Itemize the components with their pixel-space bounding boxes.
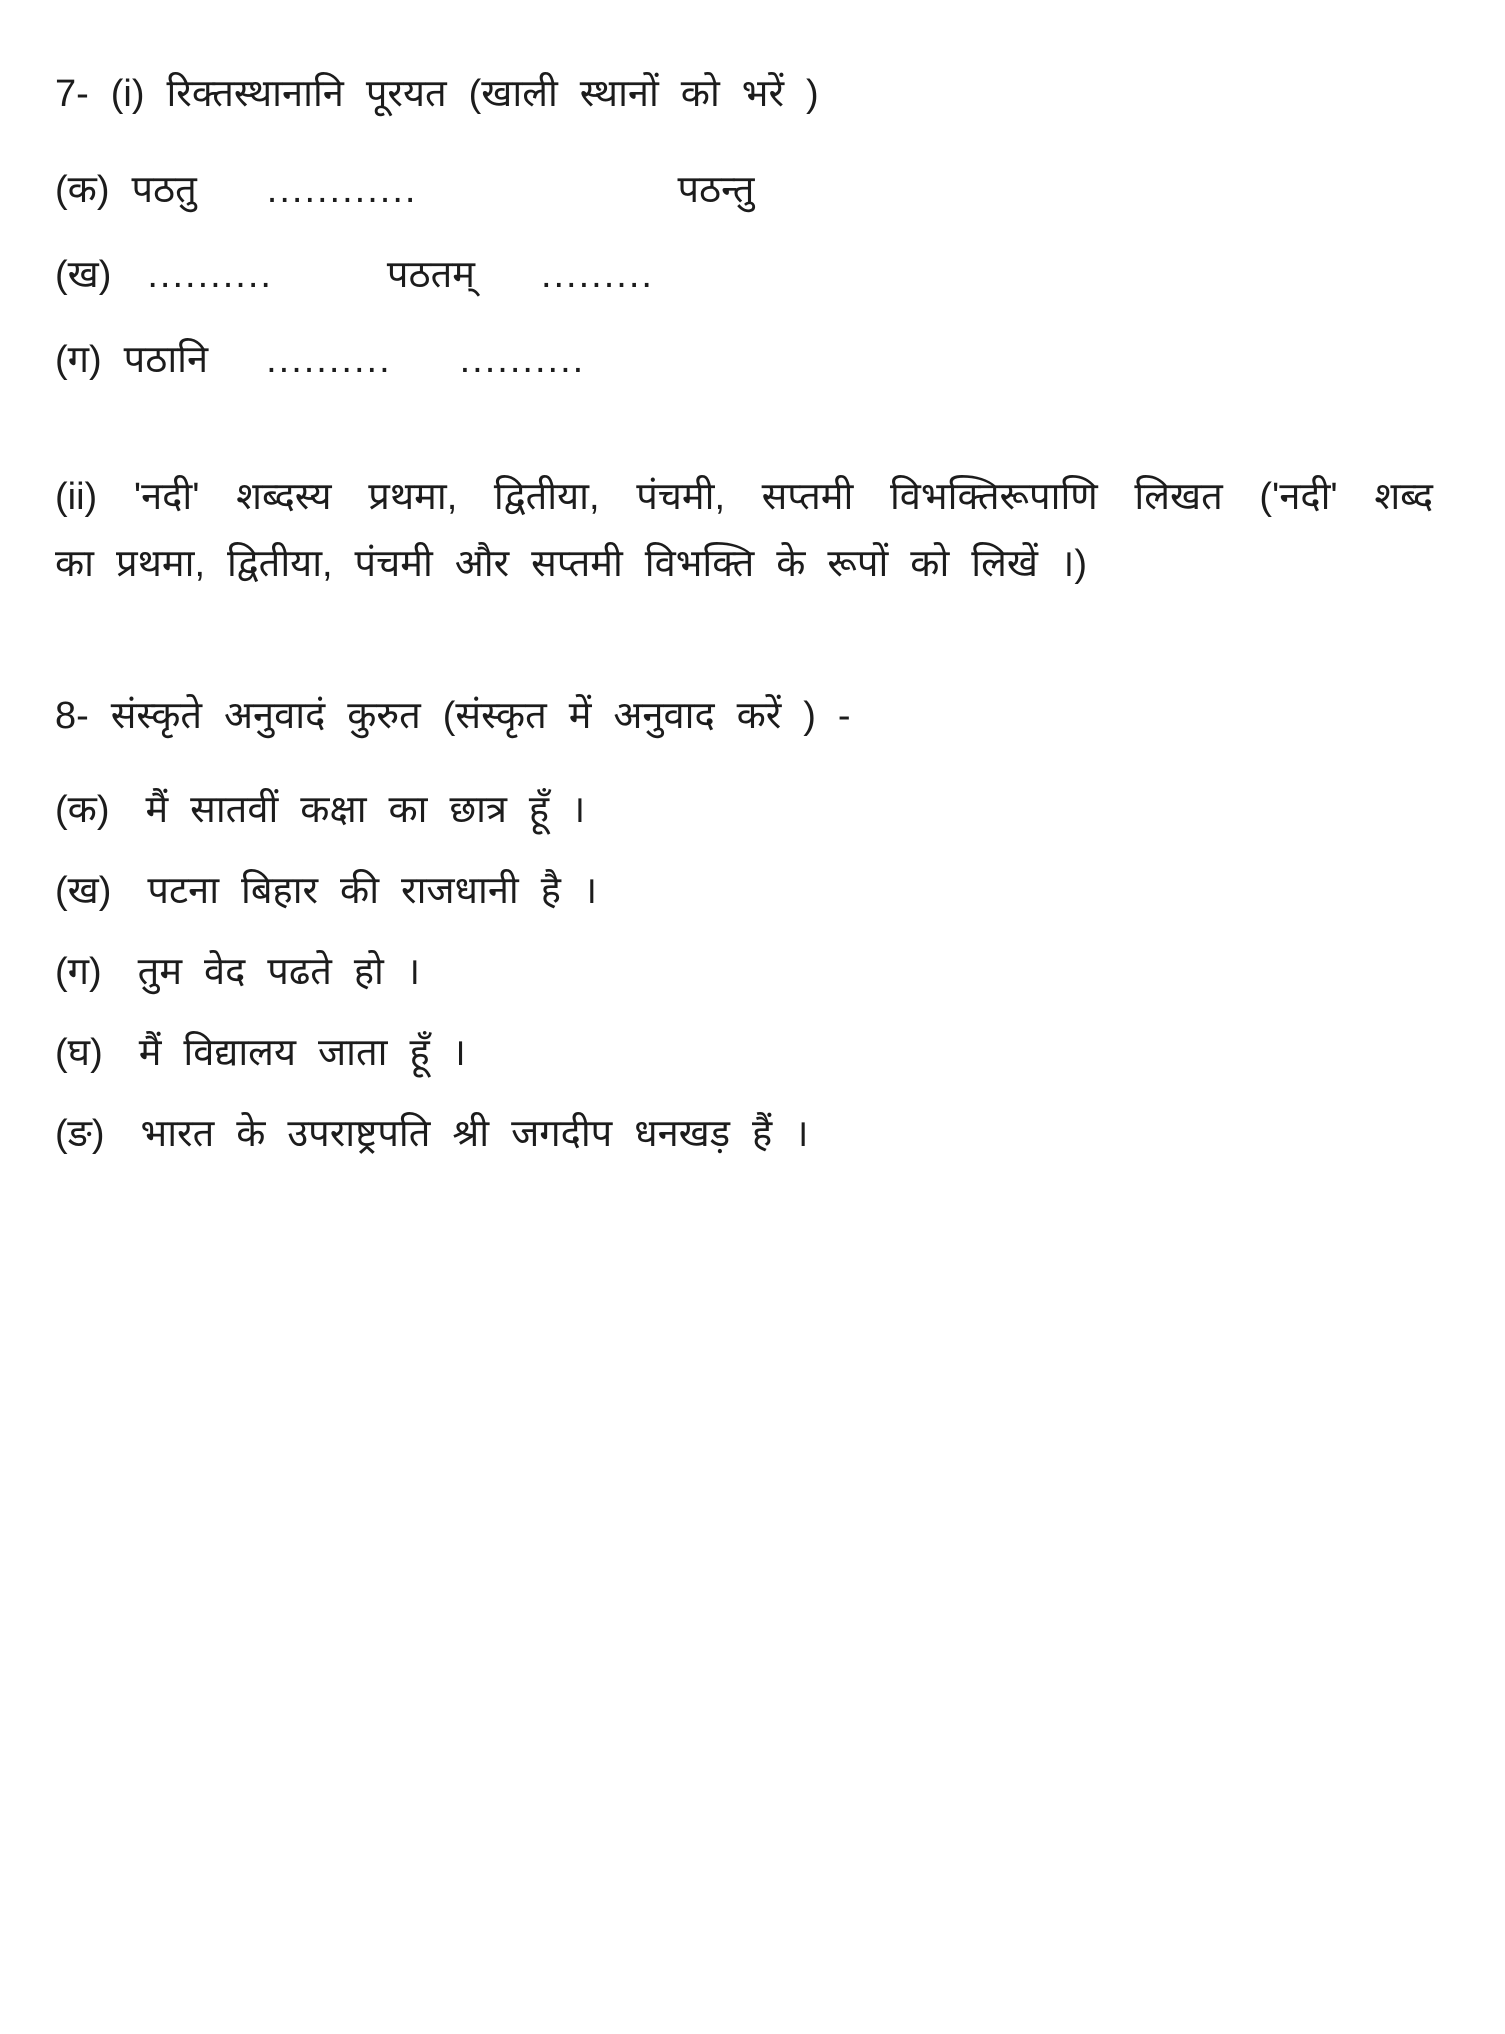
item-label: (ग) [55, 951, 102, 993]
item-label: (घ) [55, 1032, 103, 1074]
question7-part-ii [55, 464, 1433, 598]
blank-dots: .......... [459, 339, 586, 381]
blank-dots: .......... [147, 254, 273, 296]
given-word: पठानि [123, 339, 209, 381]
q8-item-ga [55, 946, 1435, 998]
q8-item-gha [55, 1027, 1435, 1079]
question8-heading: 8- संस्कृते अनुवादं कुरुत (संस्कृत में अनुवाद करें ) - [55, 695, 851, 737]
part-ii-line1: (ii) 'नदी' शब्दस्य प्रथमा, द्वितीया, पंचमी, सप्तमी विभक्तिरूपाणि लिखत ('नदी' शब्द [55, 476, 1433, 518]
item-text: पटना बिहार की राजधानी है । [147, 870, 598, 912]
item-label: (ख) [55, 870, 112, 912]
row-label: (क) [55, 169, 110, 211]
item-label: (क) [55, 789, 110, 831]
given-word: पठन्तु [677, 169, 755, 211]
item-text: मैं सातवीं कक्षा का छात्र हूँ । [145, 789, 586, 831]
item-text: भारत के उपराष्ट्रपति श्री जगदीप धनखड़ हैं । [140, 1113, 809, 1155]
blank-row-ka [55, 164, 1435, 216]
blank-row-kha [55, 249, 1435, 301]
blank-dots: ............ [266, 169, 418, 211]
question7-heading: 7- (i) रिक्तस्थानानि पूरयत (खाली स्थानों को भरें ) [55, 73, 819, 115]
part-ii-line2: का प्रथमा, द्वितीया, पंचमी और सप्तमी विभक्ति के रूपों को लिखें ।) [55, 543, 1087, 585]
item-label: (ङ) [55, 1113, 105, 1155]
blank-dots: ......... [540, 254, 654, 296]
row-label: (ख) [55, 254, 112, 296]
blank-dots: .......... [266, 339, 392, 381]
q8-item-kha [55, 865, 1435, 917]
row-label: (ग) [55, 339, 102, 381]
item-text: तुम वेद पढते हो । [137, 951, 421, 993]
blank-row-ga [55, 334, 1435, 386]
q8-item-ka [55, 784, 1435, 836]
item-text: मैं विद्यालय जाता हूँ । [138, 1032, 466, 1074]
q8-item-nga [55, 1108, 1435, 1160]
given-word: पठतम् [386, 254, 475, 296]
given-word: पठतु [131, 169, 197, 211]
